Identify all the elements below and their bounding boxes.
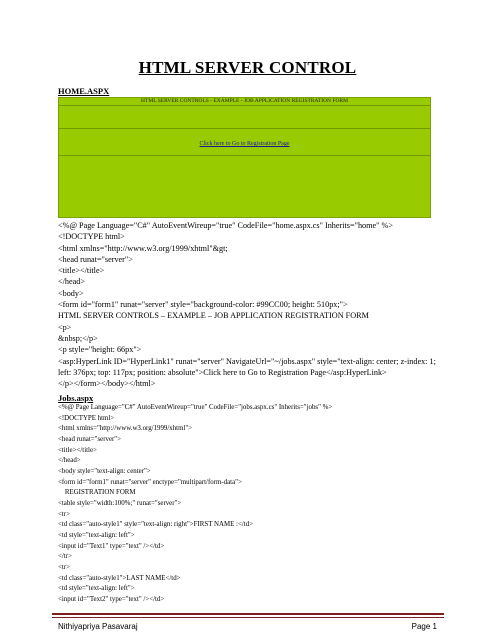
- preview-header-text: HTML SERVER CONTROLS - EXAMPLE - JOB APPLICATION REGISTRATION FORM: [59, 98, 430, 106]
- code-line: </head>: [58, 277, 85, 287]
- home-preview-panel: [58, 97, 431, 218]
- code-line: <input id="Text2" type="text" /></td>: [58, 595, 165, 603]
- code-line: <%@ Page Language="C#" AutoEventWireup="true" CodeFile="jobs.aspx.cs" Inherits="jobs" %>: [58, 404, 333, 411]
- page-number: Page 1: [411, 622, 437, 631]
- code-line: <%@ Page Language="C#" AutoEventWireup="true" CodeFile="home.aspx.cs" Inherits="home" %>: [58, 221, 393, 230]
- code-line: HTML SERVER CONTROLS – EXAMPLE – JOB APPLICATION REGISTRATION FORM: [58, 311, 369, 321]
- code-line: <head runat="server">: [58, 435, 122, 443]
- code-line: </tr>: [58, 553, 72, 561]
- code-line: <head runat="server">: [58, 254, 133, 264]
- preview-divider: [59, 128, 430, 129]
- code-line: <title></title>: [58, 266, 105, 276]
- preview-divider: [59, 155, 430, 156]
- footer-rule: [52, 613, 444, 615]
- home-section-heading: HOME.ASPX: [58, 86, 110, 96]
- code-line: <body>: [58, 288, 84, 298]
- code-line: <input id="Text1" type="text" /></td>: [58, 542, 165, 550]
- code-line: <tr>: [58, 563, 70, 571]
- code-line: <form id="form1" runat="server" enctype="multipart/form-data">: [58, 478, 242, 486]
- code-line: <p>: [58, 322, 72, 332]
- footer-rule: [52, 617, 444, 618]
- code-line: <td style="text-align: left">: [58, 585, 135, 593]
- code-line: <!DOCTYPE html>: [58, 232, 125, 242]
- code-line: <table style="width:100%;" runat="server">: [58, 499, 182, 507]
- code-line: <td class="auto-style1">LAST NAME</td>: [58, 574, 181, 582]
- code-line: <td class="auto-style1" style="text-align: right">FIRST NAME :</td>: [58, 521, 254, 529]
- code-line: <td style="text-align: left">: [58, 531, 135, 539]
- code-line: <tr>: [58, 510, 70, 518]
- code-line: <p style="height: 66px">: [58, 345, 142, 355]
- code-line: </head>: [58, 457, 81, 465]
- code-line: <title></title>: [58, 446, 97, 454]
- code-line: &nbsp;</p>: [58, 333, 98, 343]
- registration-page-link[interactable]: Click here to Go to Registration Page: [199, 141, 290, 147]
- jobs-section-heading: Jobs.aspx: [58, 393, 94, 403]
- code-line: <form id="form1" runat="server" style="background-color: #99CC00; height: 510px;">: [58, 300, 348, 310]
- code-line: <body style="text-align: center">: [58, 467, 151, 475]
- page-title: HTML SERVER CONTROL: [138, 58, 357, 77]
- home-code-block: [58, 220, 440, 389]
- jobs-code-block: [58, 403, 440, 605]
- code-line: <!DOCTYPE html>: [58, 414, 115, 422]
- code-line: </p></form></body></html>: [58, 379, 156, 389]
- code-line: <asp:HyperLink ID="HyperLink1" runat="server" NavigateUrl="~/jobs.aspx" style="text-align: center; z-index: 1; left: 376px; top: 117px; position: absolute">Click here to Go to Registration Page</asp:HyperLink>: [58, 356, 438, 377]
- code-line: <html xmlns="http://www.w3.org/1999/xhtml"&gt;: [58, 243, 228, 253]
- code-line: <html xmlns="http://www.w3.org/1999/xhtml">: [58, 425, 193, 433]
- footer-author: Nithiyapriya Pasavaraj: [58, 622, 138, 631]
- code-line: REGISTRATION FORM: [58, 489, 136, 497]
